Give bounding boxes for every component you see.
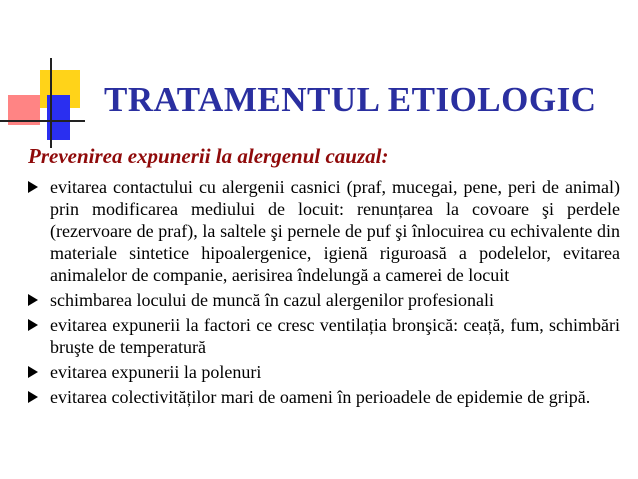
square-bullet-icon: [28, 366, 38, 378]
list-item: [28, 176, 620, 286]
slide-title: TRATAMENTUL ETIOLOGIC: [104, 80, 597, 119]
section-subheading: Prevenirea expunerii la alergenul cauzal:: [28, 144, 389, 168]
square-bullet-icon: [28, 391, 38, 403]
square-bullet-icon: [28, 319, 38, 331]
bullet-list: [28, 176, 620, 411]
list-item-text: evitarea expunerii la factori ce cresc ventilația bronşică: ceață, fum, schimbări bruşte de temperatură: [50, 315, 620, 357]
decor-vertical-line: [50, 58, 52, 148]
list-item: [28, 289, 620, 311]
square-bullet-icon: [28, 181, 38, 193]
list-item-text: evitarea contactului cu alergenii casnici (praf, mucegai, pene, peri de animal) prin modificarea mediului de locuit: renunțarea la covoare şi perdele (rezervoare de praf), la saltele şi pernele de puf şi înlocuirea cu echivalente din materiale sintetice hipoalergenice, igienă riguroasă a podelelor, evitarea animalelor de companie, aerisirea îndelungă a camerei de locuit: [50, 177, 620, 285]
list-item-text: evitarea colectivităților mari de oameni în perioadele de epidemie de gripă.: [50, 387, 591, 407]
list-item: [28, 386, 620, 408]
square-bullet-icon: [28, 294, 38, 306]
list-item: [28, 361, 620, 383]
decor-horizontal-line: [0, 120, 85, 122]
list-item-text: evitarea expunerii la polenuri: [50, 362, 262, 382]
list-item: [28, 314, 620, 358]
list-item-text: schimbarea locului de muncă în cazul alergenilor profesionali: [50, 290, 494, 310]
